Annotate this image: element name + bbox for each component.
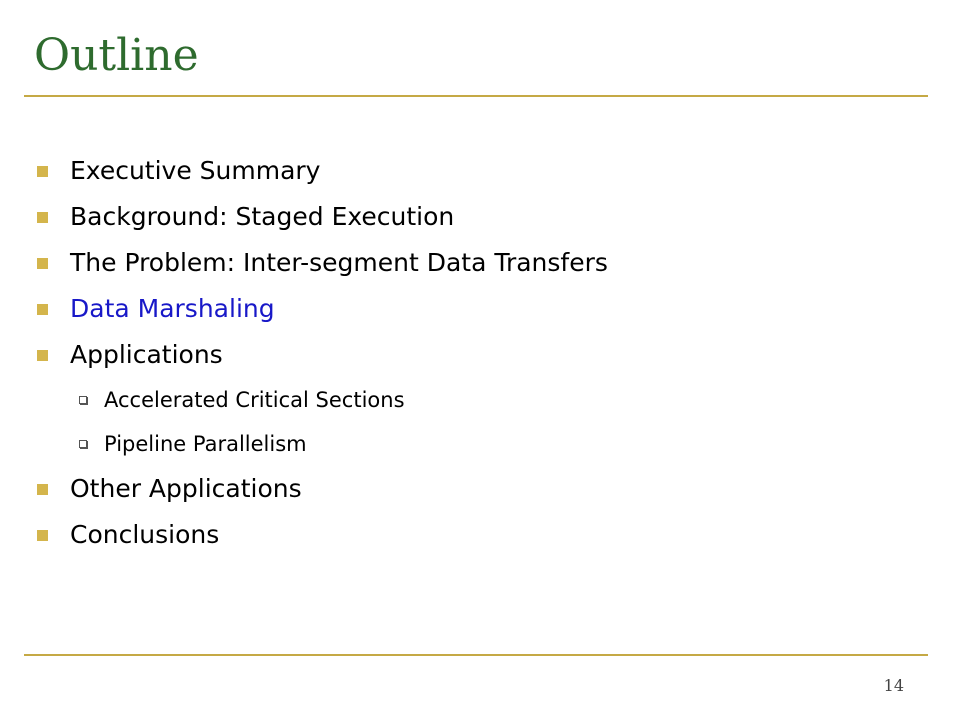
- outline-item-other-applications: [0, 466, 960, 512]
- outline-item-label-highlighted: Data Marshaling: [70, 294, 275, 323]
- outline-item-problem: [0, 240, 960, 286]
- square-bullet-icon: [37, 484, 48, 495]
- outline-subitem-label: Accelerated Critical Sections: [104, 388, 405, 412]
- outline-item-applications: [0, 332, 960, 378]
- square-bullet-icon: [37, 166, 48, 177]
- title-divider: [24, 95, 928, 97]
- outline-subitem-pipeline-parallelism: [0, 422, 960, 466]
- outline-item-executive-summary: [0, 148, 960, 194]
- outline-subitem-accelerated-critical-sections: [0, 378, 960, 422]
- outline-item-label: Other Applications: [70, 474, 302, 503]
- page-number: 14: [883, 676, 904, 695]
- outline-item-data-marshaling: [0, 286, 960, 332]
- outline-item-conclusions: [0, 512, 960, 558]
- square-bullet-icon: [37, 530, 48, 541]
- square-bullet-icon: [37, 212, 48, 223]
- outline-item-label: Conclusions: [70, 520, 220, 549]
- hollow-square-bullet-icon: [79, 396, 87, 404]
- square-bullet-icon: [37, 258, 48, 269]
- outline-item-label: Applications: [70, 340, 223, 369]
- outline-item-label: The Problem: Inter-segment Data Transfers: [70, 248, 608, 277]
- outline-item-background: [0, 194, 960, 240]
- slide-title: Outline: [34, 30, 199, 81]
- hollow-square-bullet-icon: [79, 440, 87, 448]
- outline-item-label: Executive Summary: [70, 156, 321, 185]
- outline-item-label: Background: Staged Execution: [70, 202, 455, 231]
- square-bullet-icon: [37, 304, 48, 315]
- footer-divider: [24, 654, 928, 656]
- outline-list: [0, 148, 960, 558]
- outline-subitem-label: Pipeline Parallelism: [104, 432, 307, 456]
- square-bullet-icon: [37, 350, 48, 361]
